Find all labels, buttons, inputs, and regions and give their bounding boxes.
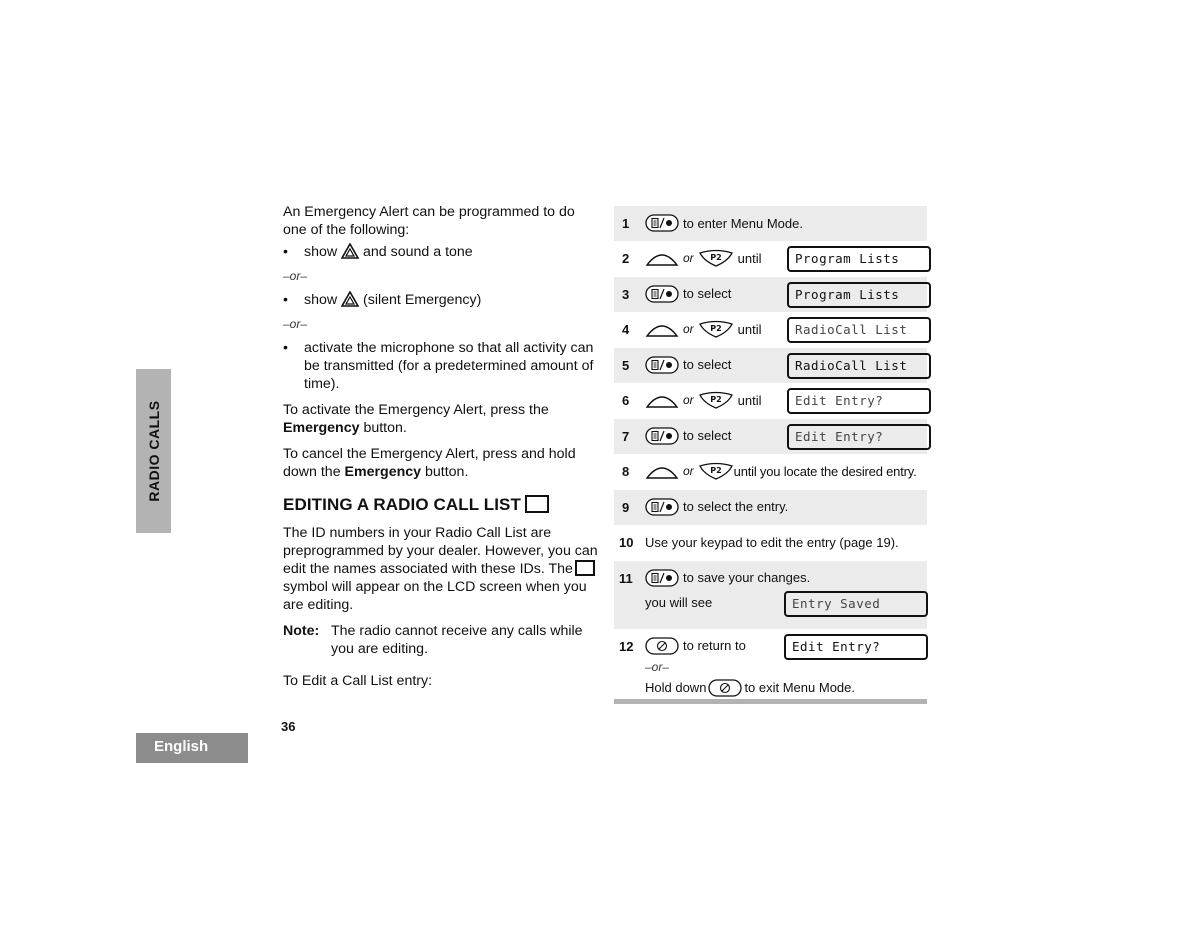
or-separator: –or– <box>283 317 308 331</box>
scroll-up-button-icon <box>645 320 679 338</box>
menu-select-button-icon <box>645 569 679 587</box>
exit-button-icon <box>708 679 742 697</box>
menu-select-button-icon <box>645 356 679 374</box>
step-row: 7 to select Edit Entry? <box>614 419 927 455</box>
scroll-up-button-icon <box>645 462 679 480</box>
lcd-display: Program Lists <box>787 246 931 272</box>
menu-select-button-icon <box>645 498 679 516</box>
step-row: 11 to save your changes. you will see Entry Saved <box>614 561 927 629</box>
lcd-display: RadioCall List <box>787 317 931 343</box>
p2-button-icon <box>698 320 734 338</box>
lcd-display: RadioCall List <box>787 353 931 379</box>
section-heading: EDITING A RADIO CALL LIST <box>283 495 599 514</box>
scroll-up-button-icon <box>645 249 679 267</box>
step-row: 4 or until RadioCall List <box>614 312 927 348</box>
emergency-triangle-icon <box>341 291 359 307</box>
lcd-display: Edit Entry? <box>787 424 931 450</box>
lcd-display: Edit Entry? <box>787 388 931 414</box>
p2-button-icon <box>698 462 734 480</box>
step-row: 3 to select Program Lists <box>614 277 927 313</box>
lcd-display: Entry Saved <box>784 591 928 617</box>
p2-button-icon <box>698 391 734 409</box>
lcd-display: Edit Entry? <box>784 634 928 660</box>
lcd-display: Program Lists <box>787 282 931 308</box>
step-row: 2 or until Program Lists <box>614 241 927 277</box>
left-column <box>283 203 599 690</box>
table-bottom-rule <box>614 699 927 704</box>
step-row: 1 to enter Menu Mode. <box>614 206 927 241</box>
bullet-item: • show (silent Emergency) <box>283 291 599 309</box>
menu-select-button-icon <box>645 214 679 232</box>
scroll-up-button-icon <box>645 391 679 409</box>
to-edit-text: To Edit a Call List entry: <box>283 673 433 689</box>
step-row: 6 or until Edit Entry? <box>614 383 927 419</box>
note <box>283 622 599 658</box>
steps-table <box>614 206 927 704</box>
p2-button-icon <box>698 249 734 267</box>
language-tab: English <box>136 733 248 763</box>
or-separator: –or– <box>283 269 308 283</box>
section-tab <box>136 369 171 533</box>
page-number: 36 <box>281 719 296 734</box>
emergency-triangle-icon <box>341 243 359 259</box>
body-text: The ID numbers in your Radio Call List are preprogrammed by your dealer. However, you can edit the names associated with these IDs. Thesymbol will appear on the LCD screen when you are editing. <box>283 525 598 613</box>
intro-text: An Emergency Alert can be programmed to do one of the following: <box>283 204 575 238</box>
note-text: The radio cannot receive any calls while you are editing. <box>331 623 583 657</box>
step-row: 8 or until you locate the desired entry. <box>622 463 917 479</box>
activate-text: To activate the Emergency Alert, press the Emergency button. <box>283 402 549 436</box>
menu-select-button-icon <box>645 285 679 303</box>
exit-button-icon <box>645 637 679 655</box>
step-row: 12 to return to Edit Entry? –or– Hold down to exit Menu Mode. <box>614 629 927 699</box>
cancel-text: To cancel the Emergency Alert, press and hold down the Emergency button. <box>283 446 576 480</box>
section-tab-label: RADIO CALLS <box>145 400 162 502</box>
step-row: 10 Use your keypad to edit the entry (page 19). <box>619 535 899 550</box>
menu-select-button-icon <box>645 427 679 445</box>
bullet-item: • show and sound a tone <box>283 243 599 261</box>
edit-symbol-icon <box>525 495 549 513</box>
step-row: 9 to select the entry. <box>614 490 927 526</box>
note-label: Note: <box>283 623 320 639</box>
step-row: 5 to select RadioCall List <box>614 348 927 384</box>
bullet-item: • activate the microphone so that all activity can be transmitted (for a predetermined amount of time). <box>283 339 599 393</box>
edit-symbol-icon <box>575 560 595 576</box>
